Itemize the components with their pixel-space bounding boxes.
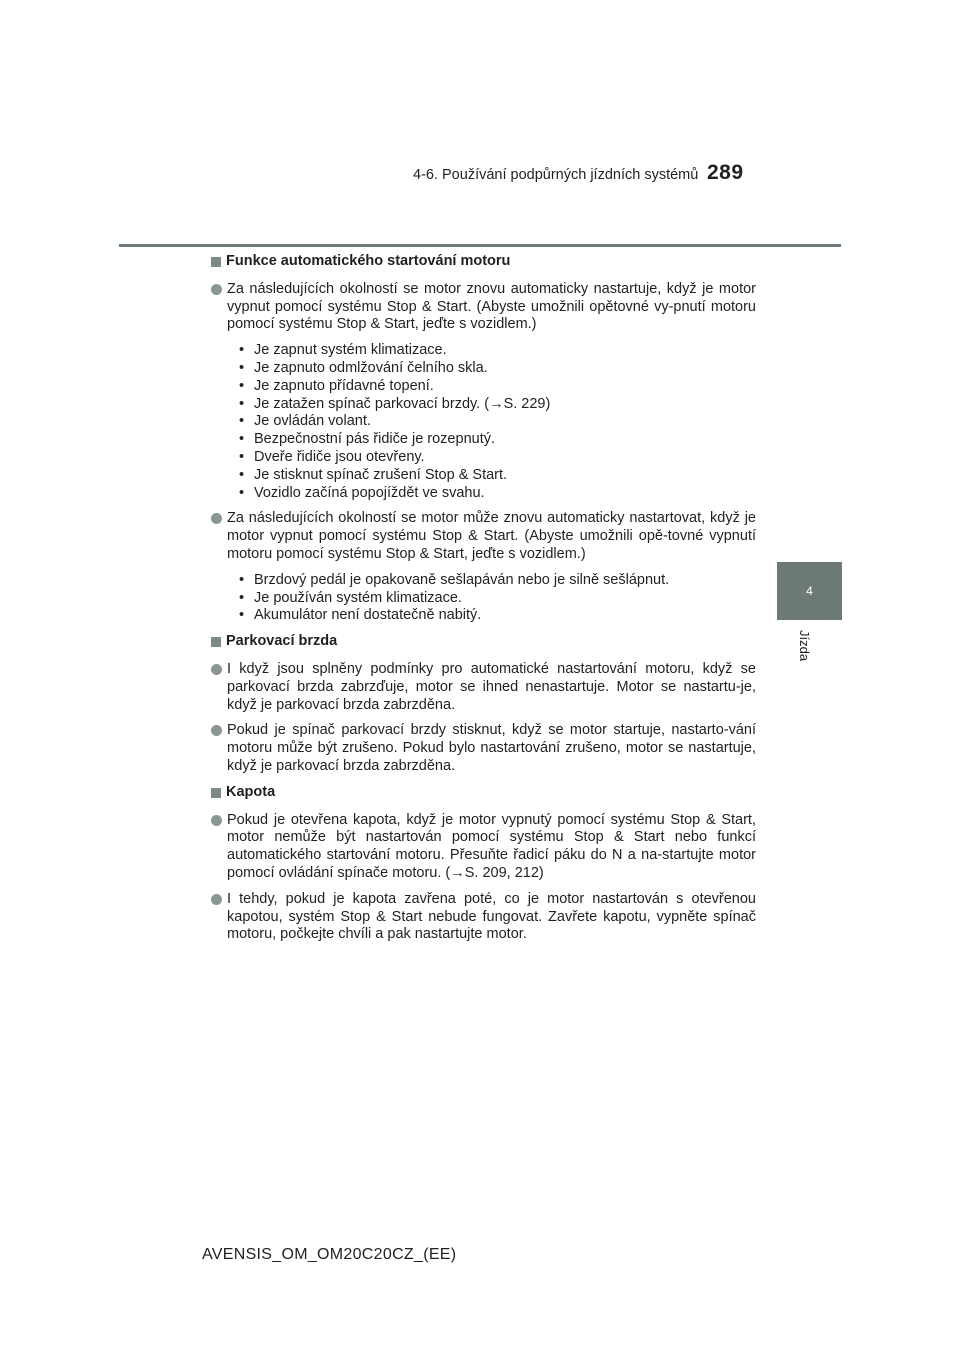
paragraph-text: Za následujících okolností se motor může znovu automaticky nastartovat, když je motor vypnut pomocí systému Stop & Start. (Abyste umožnili opě-tovné vypnutí motoru pomocí systému Stop & Start, jeďte s vozidlem.) (227, 510, 756, 562)
list-item: • Dveře řidiče jsou otevřeny. (239, 448, 425, 465)
chapter-tab[interactable] (777, 562, 842, 620)
circle-bullet-icon (211, 815, 222, 826)
page-number: 289 (707, 161, 744, 184)
list-item: • Je stisknut spínač zrušení Stop & Start. (239, 466, 508, 483)
list-item: • Akumulátor není dostatečně nabitý. (239, 607, 482, 624)
page-content (210, 253, 756, 952)
section-heading (210, 784, 756, 802)
list-item: • Je používán systém klimatizace. (239, 589, 462, 606)
square-bullet-icon (211, 637, 221, 647)
list-item: • Vozidlo začíná popojíždět ve svahu. (239, 484, 485, 501)
paragraph-text: Pokud je otevřena kapota, když je motor vypnutý pomocí systému Stop & Start, motor nemůže být nastartován pomocí systému Stop & Start nebo funkcí automatického startování motoru. Přesuňte řadicí páku do N a na-startujte motor pomocí ovládání spínače motoru. (→S. 209, 212) (227, 811, 756, 881)
section-title: 4-6. Používání podpůrných jízdních systémů (413, 167, 699, 183)
bullet-paragraph (210, 891, 756, 944)
section-heading-text: Parkovací brzda (226, 633, 338, 650)
section-heading (210, 633, 756, 651)
document-code: AVENSIS_OM_OM20C20CZ_(EE) (202, 1246, 457, 1263)
list-item: • Je zatažen spínač parkovací brzdy. (→S. 229) (239, 395, 551, 412)
circle-bullet-icon (211, 284, 222, 295)
paragraph-text: Pokud je spínač parkovací brzdy stisknut, když se motor startuje, nastarto-vání motoru může být zrušeno. Pokud bylo nastartování zrušeno, motor se nastartuje, když je parkovací brzda zabrzděna. (227, 722, 756, 774)
bullet-paragraph (210, 281, 756, 334)
section-parking-brake (210, 633, 756, 776)
circle-bullet-icon (211, 894, 222, 905)
bullet-paragraph (210, 722, 756, 775)
section-auto-start (210, 253, 756, 625)
section-heading-text: Kapota (226, 783, 276, 800)
paragraph-text: Za následujících okolností se motor znovu automaticky nastartuje, když je motor vypnut pomocí systému Stop & Start. (Abyste umožnili opětovné vy-pnutí motoru pomocí systému Stop & Start, jeďte s vozidlem.) (227, 280, 756, 333)
paragraph-text: I když jsou splněny podmínky pro automatické nastartování motoru, když se parkovací brzda zabrzďuje, motor se ihned nenastartuje. Motor se nastartu-je, když je parkovací brzda zabrzděna. (227, 660, 756, 713)
square-bullet-icon (211, 257, 221, 267)
list-item: • Brzdový pedál je opakovaně sešlapáván nebo je silně sešlápnut. (239, 571, 670, 588)
bullet-paragraph (210, 812, 756, 883)
list-item: • Je zapnuto odmlžování čelního skla. (239, 359, 488, 376)
circle-bullet-icon (211, 513, 222, 524)
list-item: • Je zapnut systém klimatizace. (239, 342, 447, 359)
section-hood (210, 784, 756, 944)
square-bullet-icon (211, 788, 221, 798)
circle-bullet-icon (211, 725, 222, 736)
circle-bullet-icon (211, 664, 222, 675)
section-heading (210, 253, 756, 271)
paragraph-text: I tehdy, pokud je kapota zavřena poté, co je motor nastartován s otevřenou kapotou, systém Stop & Start nebude fungovat. Zavřete kapotu, vypněte spínač motoru, počkejte chvíli a pak nastartujte motor. (227, 890, 756, 943)
list-item: • Bezpečnostní pás řidiče je rozepnutý. (239, 431, 495, 448)
bullet-paragraph (210, 510, 756, 563)
list-item: • Je zapnuto přídavné topení. (239, 377, 434, 394)
bullet-paragraph (210, 661, 756, 714)
chapter-number: 4 (806, 584, 813, 598)
condition-list (210, 572, 756, 625)
header-divider (119, 244, 841, 247)
condition-list (210, 342, 756, 502)
chapter-label: Jízda (797, 630, 812, 662)
list-item: • Je ovládán volant. (239, 413, 371, 430)
section-heading-text: Funkce automatického startování motoru (226, 253, 511, 269)
